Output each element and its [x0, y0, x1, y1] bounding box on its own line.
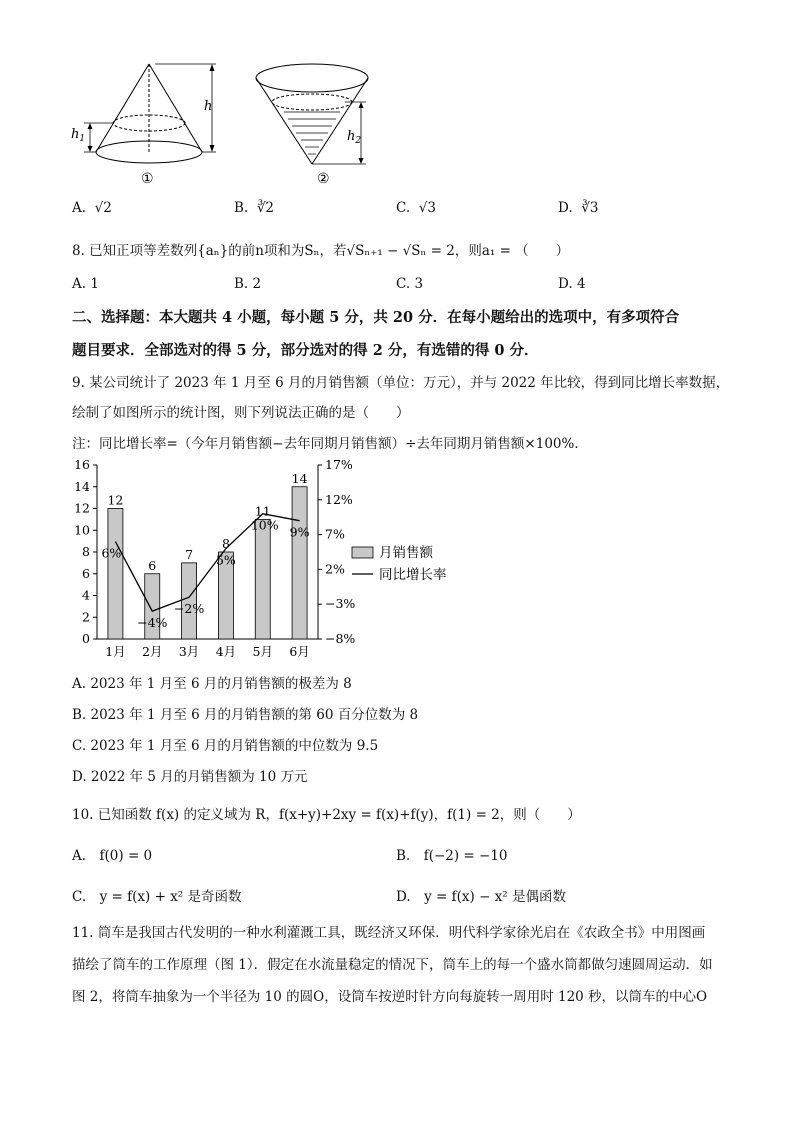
q11-question-line-1: 11. 筒车是我国古代发明的一种水利灌溉工具，既经济又环保．明代科学家徐光启在《农政全书》中用图画 — [72, 925, 706, 941]
q9-note: 注：同比增长率=（今年月销售额−去年同期月销售额）÷去年同期月销售额×100%． — [72, 436, 588, 452]
left-tick-label: 10 — [74, 522, 90, 538]
q9-question-line-2: 绘制了如图所示的统计图，则下列说法正确的是（ ） — [72, 405, 410, 421]
x-tick-label: 3月 — [178, 644, 200, 659]
right-tick-label: 17% — [325, 457, 353, 472]
legend-bar-swatch — [352, 547, 373, 558]
q8-option-d: D. 4 — [558, 276, 586, 292]
left-tick-label: 16 — [74, 457, 90, 472]
left-tick-label: 14 — [74, 478, 90, 494]
q11-question-line-3: 图 2，将筒车抽象为一个半径为 10 的圆O，设筒车按逆时针方向每旋转一周用时 120 秒，以筒车的中心O — [72, 989, 708, 1005]
height-label-h2: $h_2$ — [347, 129, 362, 146]
q8-question: 8. 已知正项等差数列{aₙ}的前n项和为Sₙ，若√Sₙ₊₁ − √Sₙ = 2，则a₁ = （ ） — [72, 243, 570, 259]
q9-sales-chart — [60, 455, 460, 665]
left-tick-label: 12 — [74, 500, 90, 516]
x-tick-label: 4月 — [215, 644, 237, 659]
right-tick-label: 2% — [325, 561, 345, 577]
x-tick-label: 2月 — [142, 644, 163, 659]
q7-option-b: B. ∛2 — [234, 200, 275, 216]
right-tick-label: 12% — [325, 491, 353, 507]
q7-option-a: A. √2 — [72, 200, 112, 216]
bar-value-label: 11 — [254, 503, 271, 519]
sales-bar — [255, 519, 270, 639]
bar-value-label: 12 — [107, 492, 124, 508]
figure-1-label: ① — [141, 171, 154, 187]
right-tick-label: 7% — [325, 526, 345, 542]
bar-value-label: 6 — [148, 557, 157, 573]
upright-cone-figure — [84, 64, 216, 163]
q9-option-b: B. 2023 年 1 月至 6 月的月销售额的第 60 百分位数为 8 — [72, 707, 419, 723]
left-tick-label: 6 — [82, 565, 90, 581]
q9-option-c: C. 2023 年 1 月至 6 月的月销售额的中位数为 9.5 — [72, 738, 379, 754]
section-2-heading-line-2: 题目要求．全部选对的得 5 分，部分选对的得 2 分，有选错的得 0 分． — [72, 342, 539, 359]
x-tick-label: 1月 — [105, 644, 126, 659]
q11-question-line-2: 描绘了筒车的工作原理（图 1）．假定在水流量稳定的情况下，筒车上的每一个盛水筒都做匀速圆周运动．如 — [72, 957, 713, 973]
q10-option-b: B. f(−2) = −10 — [396, 848, 508, 864]
growth-value-label: 9% — [289, 524, 310, 540]
q10-option-c: C. y = f(x) + x² 是奇函数 — [72, 889, 242, 905]
inverted-cone-figure — [256, 64, 368, 164]
q9-question-line-1: 9. 某公司统计了 2023 年 1 月至 6 月的月销售额（单位：万元），并与 2022 年比较，得到同比增长率数据， — [72, 375, 730, 391]
q7-option-d: D. ∛3 — [558, 200, 599, 216]
bar-value-label: 7 — [185, 546, 194, 562]
left-tick-label: 4 — [82, 587, 90, 603]
chart-labels — [101, 471, 309, 630]
q10-option-d: D. y = f(x) − x² 是偶函数 — [396, 889, 567, 905]
growth-value-label: 5% — [215, 552, 236, 568]
right-tick-label: −8% — [325, 631, 356, 646]
growth-value-label: −2% — [173, 601, 205, 617]
section-2-heading-line-1: 二、选择题：本大题共 4 小题，每小题 5 分，共 20 分．在每小题给出的选项中，有多项符合 — [72, 309, 680, 326]
growth-value-label: −4% — [137, 615, 168, 631]
x-tick-label: 6月 — [289, 644, 310, 659]
height-label-h1: $h_1$ — [71, 127, 86, 144]
q9-option-d: D. 2022 年 5 月的月销售额为 10 万元 — [72, 769, 308, 785]
figure-2-label: ② — [317, 171, 330, 187]
sales-bar — [292, 487, 307, 639]
bar-value-label: 14 — [291, 470, 308, 486]
q10-question: 10. 已知函数 f(x) 的定义域为 R，f(x+y)+2xy = f(x)+f(y)，f(1) = 2，则（ ） — [72, 807, 581, 823]
growth-value-label: 6% — [101, 545, 122, 561]
legend-line-label: 同比增长率 — [379, 567, 447, 583]
chart-legend — [352, 544, 447, 583]
x-tick-label: 5月 — [252, 644, 273, 659]
q9-option-a: A. 2023 年 1 月至 6 月的月销售额的极差为 8 — [72, 676, 352, 692]
sales-bar — [108, 509, 123, 640]
q7-option-c: C. √3 — [396, 200, 436, 216]
q8-option-b: B. 2 — [234, 276, 262, 292]
left-tick-label: 0 — [82, 631, 90, 646]
bar-value-label: 8 — [221, 536, 230, 551]
legend-bar-label: 月销售额 — [379, 545, 433, 561]
growth-value-label: 10% — [250, 517, 279, 533]
q8-option-c: C. 3 — [396, 276, 424, 292]
q8-option-a: A. 1 — [72, 276, 99, 292]
height-label-h: h — [204, 99, 213, 114]
left-tick-label: 8 — [82, 544, 90, 559]
cone-figures — [60, 52, 390, 187]
right-tick-label: −3% — [325, 596, 356, 612]
q10-option-a: A. f(0) = 0 — [72, 848, 153, 864]
left-tick-label: 2 — [82, 609, 90, 625]
